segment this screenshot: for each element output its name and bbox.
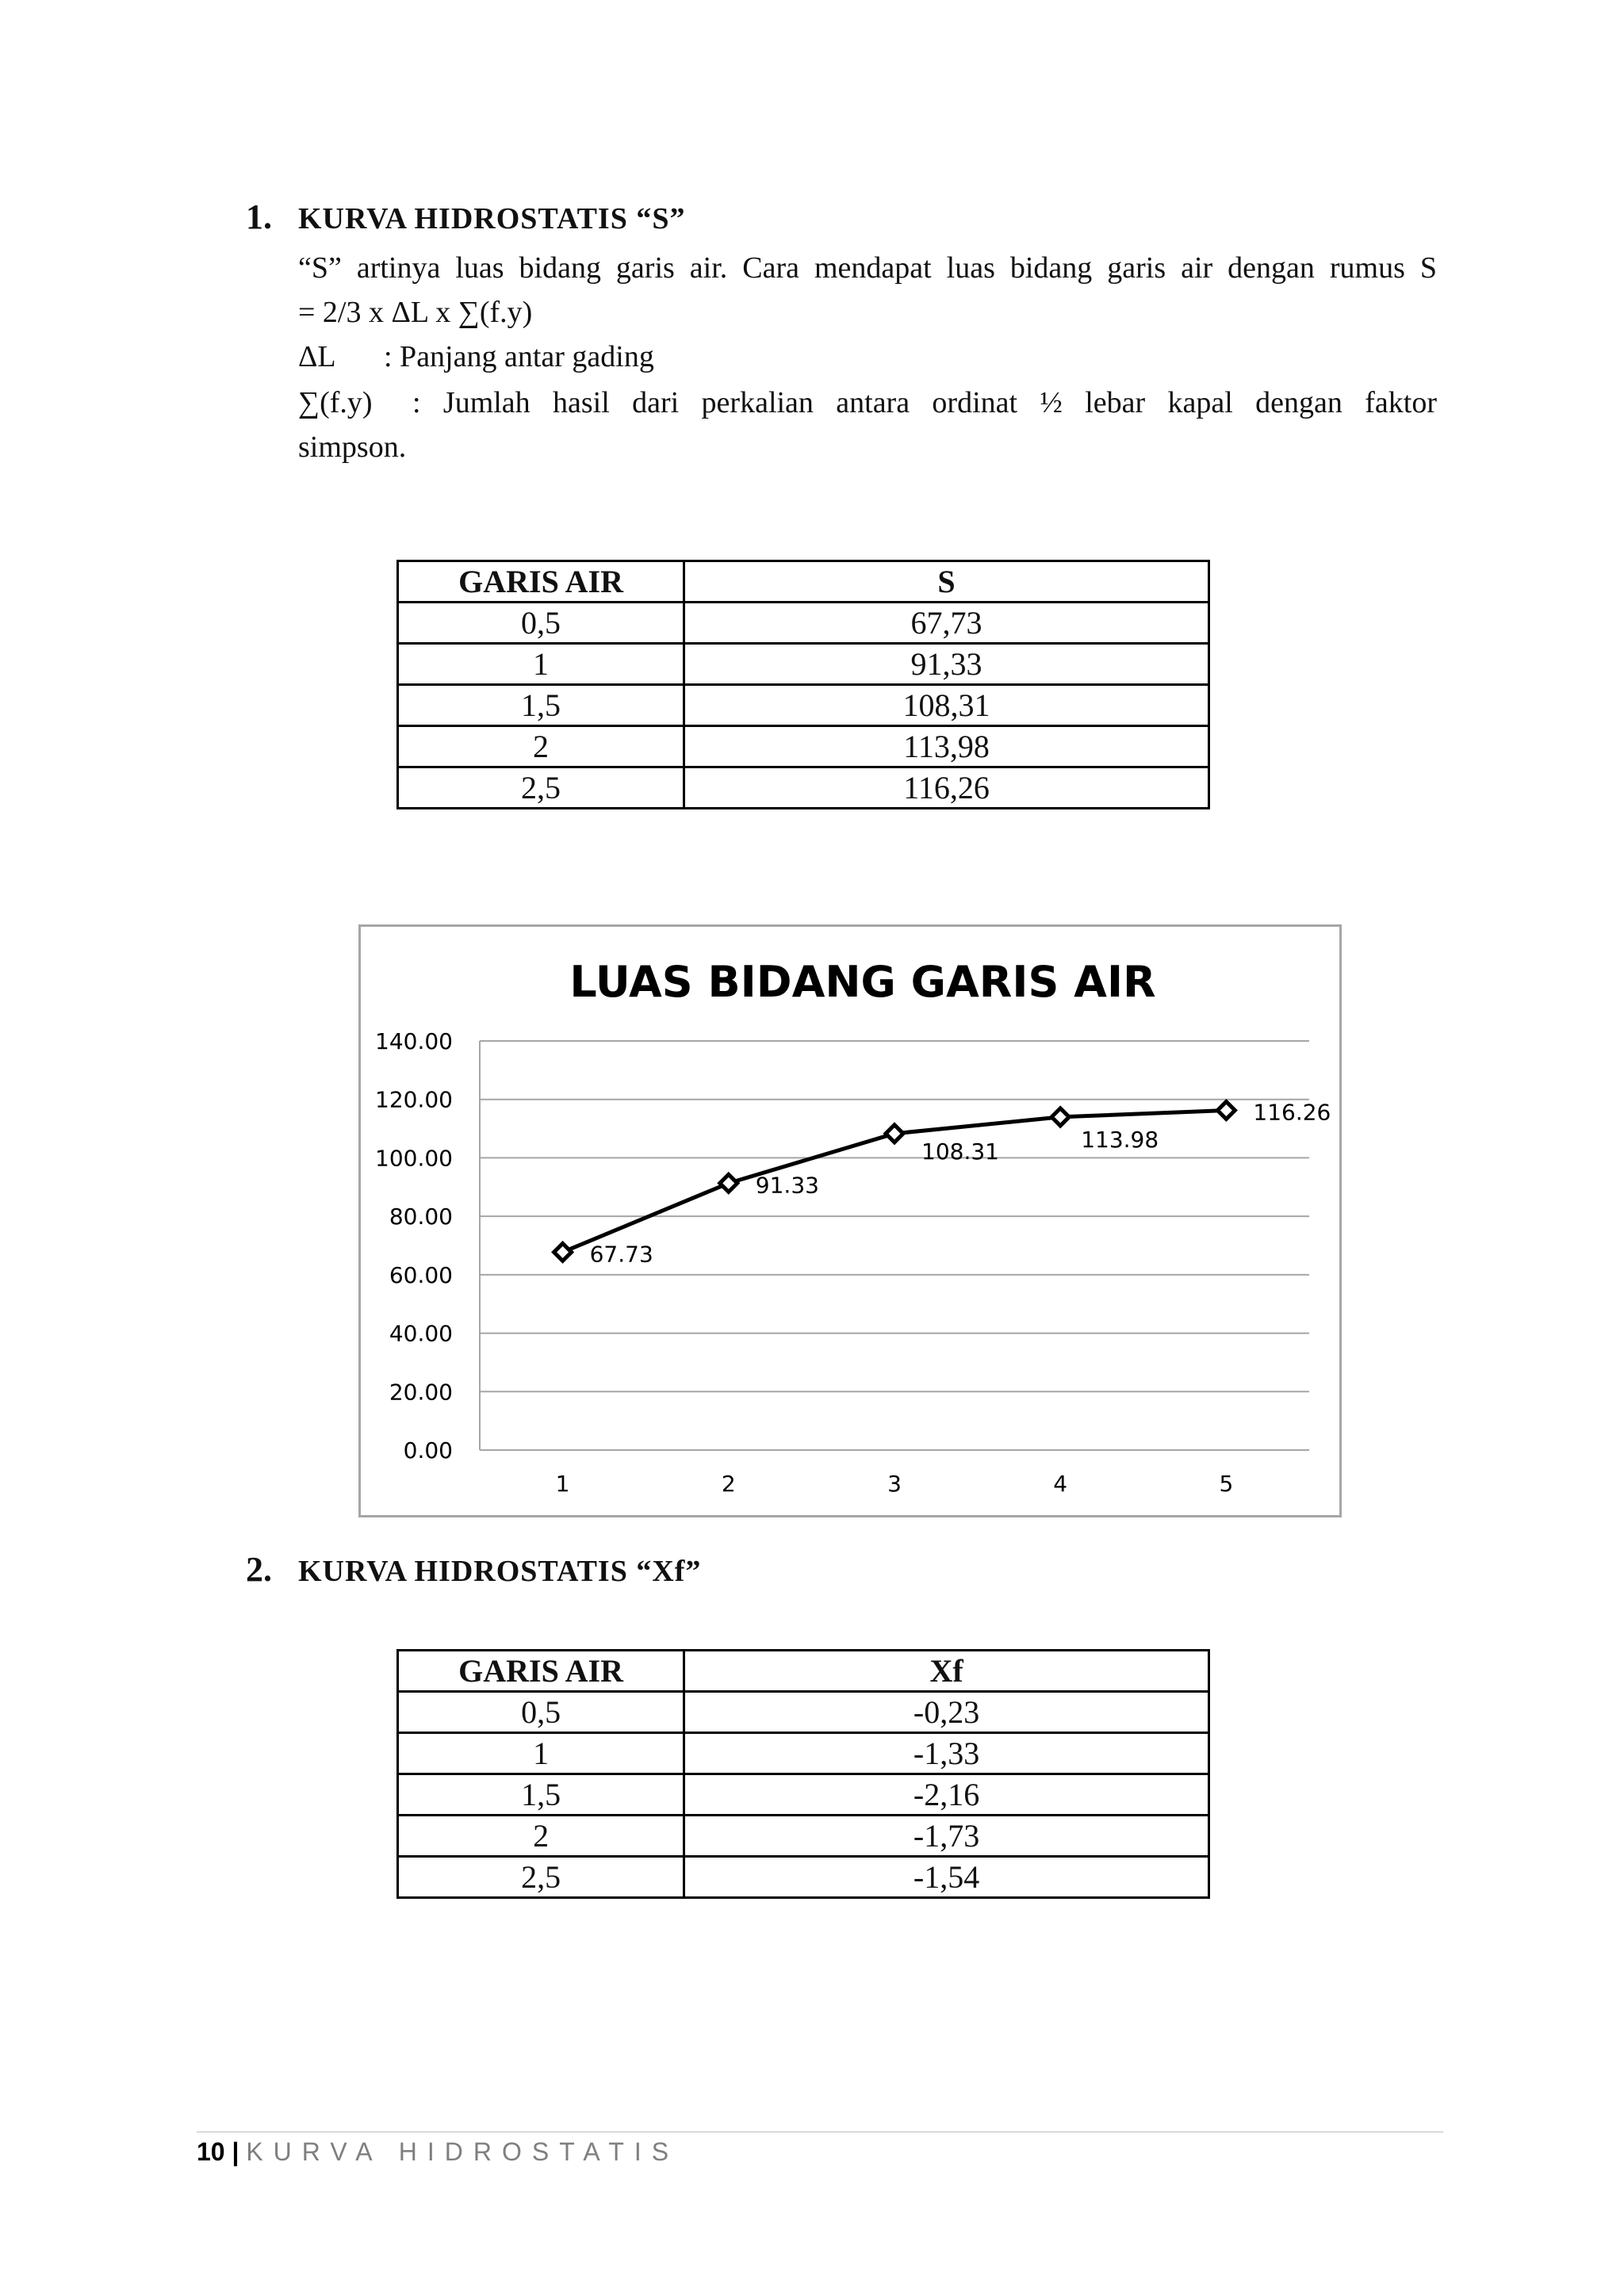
cell-s: 116,26 (684, 767, 1209, 809)
definition-text-sum-fy-line-2: simpson. (298, 430, 407, 464)
cell-s: 113,98 (684, 726, 1209, 767)
y-tick-label: 80.00 (389, 1203, 453, 1230)
table-row (398, 644, 1209, 685)
data-label: 108.31 (921, 1138, 999, 1165)
data-label: 91.33 (755, 1172, 819, 1199)
table-row (398, 1857, 1209, 1898)
chart-container (358, 924, 1342, 1517)
header-s: S (684, 561, 1209, 603)
section-1-title: KURVA HIDROSTATIS “S” (298, 202, 686, 235)
table-row (398, 726, 1209, 767)
cell-xf: -0,23 (684, 1692, 1209, 1733)
data-label: 113.98 (1081, 1126, 1159, 1153)
footer-separator: | (232, 2137, 239, 2166)
section-1-paragraph-line-1: “S” artinya luas bidang garis air. Cara mendapat luas bidang garis air dengan rumus S (298, 251, 1437, 285)
data-point-marker (554, 1243, 572, 1261)
x-tick-label: 5 (1219, 1471, 1234, 1497)
y-tick-label: 60.00 (389, 1261, 453, 1288)
cell-garis-air: 1 (398, 644, 684, 685)
cell-garis-air: 1 (398, 1733, 684, 1774)
y-tick-label: 100.00 (375, 1145, 453, 1172)
x-tick-label: 4 (1053, 1471, 1068, 1497)
definition-term-sum-fy: ∑(f.y) (298, 386, 373, 419)
data-point-marker (720, 1174, 737, 1192)
section-2-number: 2. (246, 1550, 272, 1589)
cell-xf: -1,33 (684, 1733, 1209, 1774)
header-garis-air: GARIS AIR (398, 1651, 684, 1692)
chart-title: LUAS BIDANG GARIS AIR (569, 957, 1156, 1007)
table-header-row (398, 561, 1209, 603)
section-1-number: 1. (246, 197, 272, 236)
y-tick-label: 40.00 (389, 1320, 453, 1347)
cell-s: 67,73 (684, 603, 1209, 644)
x-tick-label: 2 (721, 1471, 736, 1497)
cell-garis-air: 0,5 (398, 1692, 684, 1733)
data-point-marker (886, 1125, 903, 1142)
data-label: 116.26 (1253, 1099, 1331, 1126)
table-row (398, 1816, 1209, 1857)
table-header-row (398, 1651, 1209, 1692)
cell-s: 91,33 (684, 644, 1209, 685)
data-label: 67.73 (589, 1241, 653, 1268)
y-tick-label: 140.00 (375, 1028, 453, 1054)
y-tick-label: 20.00 (389, 1379, 453, 1406)
definition-term-delta-l: ΔL (298, 340, 336, 373)
table-row (398, 1774, 1209, 1816)
x-tick-label: 3 (887, 1471, 902, 1497)
table-s (396, 560, 1210, 809)
x-tick-label: 1 (555, 1471, 570, 1497)
section-1-paragraph-line-2: = 2/3 x ΔL x ∑(f.y) (298, 296, 533, 329)
data-point-marker (1051, 1108, 1069, 1126)
cell-garis-air: 1,5 (398, 685, 684, 726)
table-row (398, 685, 1209, 726)
cell-garis-air: 2 (398, 726, 684, 767)
table-xf (396, 1649, 1210, 1899)
cell-garis-air: 2,5 (398, 1857, 684, 1898)
cell-xf: -2,16 (684, 1774, 1209, 1816)
running-title: KURVA HIDROSTATIS (246, 2137, 680, 2166)
data-point-marker (1217, 1101, 1235, 1119)
cell-xf: -1,73 (684, 1816, 1209, 1857)
cell-garis-air: 1,5 (398, 1774, 684, 1816)
section-2-title: KURVA HIDROSTATIS “Xf” (298, 1555, 702, 1588)
cell-garis-air: 2 (398, 1816, 684, 1857)
page-number: 10 (197, 2137, 225, 2166)
cell-garis-air: 0,5 (398, 603, 684, 644)
y-tick-label: 0.00 (403, 1437, 453, 1464)
table-row (398, 603, 1209, 644)
table-row (398, 1692, 1209, 1733)
cell-xf: -1,54 (684, 1857, 1209, 1898)
table-row (398, 767, 1209, 809)
line-chart (361, 927, 1339, 1515)
table-row (398, 1733, 1209, 1774)
cell-garis-air: 2,5 (398, 767, 684, 809)
y-tick-label: 120.00 (375, 1086, 453, 1113)
cell-s: 108,31 (684, 685, 1209, 726)
footer (197, 2137, 679, 2167)
header-xf: Xf (684, 1651, 1209, 1692)
definition-text-delta-l: : Panjang antar gading (384, 340, 654, 373)
header-garis-air: GARIS AIR (398, 561, 684, 603)
footer-rule (197, 2131, 1443, 2133)
definition-text-sum-fy-line-1: : Jumlah hasil dari perkalian antara ordinat ½ lebar kapal dengan faktor (412, 386, 1437, 419)
